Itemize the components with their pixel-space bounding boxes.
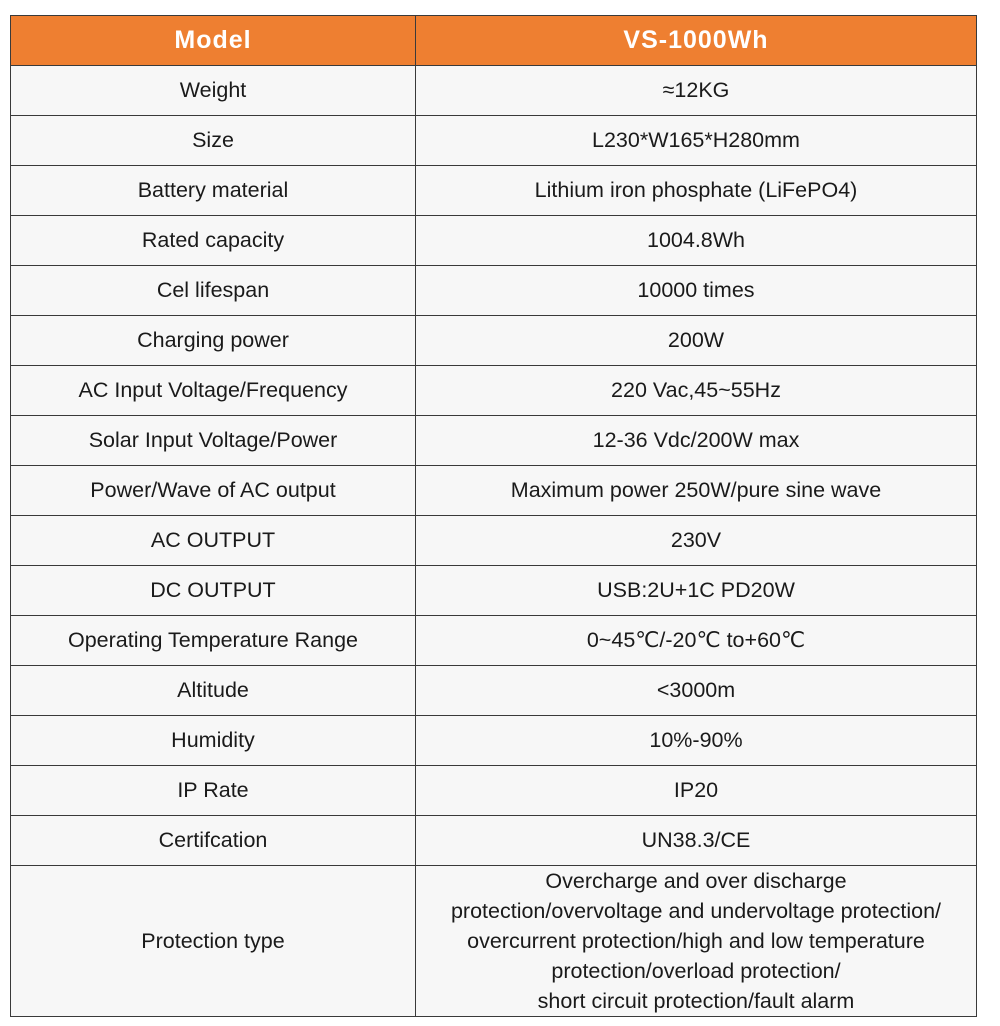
table-row (11, 116, 977, 166)
row-label: Rated capacity (11, 216, 416, 266)
table-row (11, 216, 977, 266)
row-value: USB:2U+1C PD20W (416, 566, 977, 616)
row-value: 200W (416, 316, 977, 366)
row-label: Weight (11, 66, 416, 116)
table-row (11, 266, 977, 316)
spec-table (10, 15, 977, 1017)
table-row (11, 816, 977, 866)
table-row (11, 516, 977, 566)
row-value: <3000m (416, 666, 977, 716)
row-label: Cel lifespan (11, 266, 416, 316)
table-row (11, 616, 977, 666)
row-value: Lithium iron phosphate (LiFePO4) (416, 166, 977, 216)
table-row (11, 466, 977, 516)
row-label: Size (11, 116, 416, 166)
row-label: AC Input Voltage/Frequency (11, 366, 416, 416)
row-value: Maximum power 250W/pure sine wave (416, 466, 977, 516)
table-row (11, 366, 977, 416)
header-value: VS-1000Wh (416, 16, 977, 66)
table-header-row (11, 16, 977, 66)
row-value: 1004.8Wh (416, 216, 977, 266)
row-label: IP Rate (11, 766, 416, 816)
row-label: AC OUTPUT (11, 516, 416, 566)
row-label: Altitude (11, 666, 416, 716)
header-label: Model (11, 16, 416, 66)
row-value: ≈12KG (416, 66, 977, 116)
table-row (11, 716, 977, 766)
table-row (11, 316, 977, 366)
table-row (11, 566, 977, 616)
table-row (11, 666, 977, 716)
row-label: DC OUTPUT (11, 566, 416, 616)
row-value: 230V (416, 516, 977, 566)
table-row (11, 66, 977, 116)
row-value: 12-36 Vdc/200W max (416, 416, 977, 466)
table-row (11, 416, 977, 466)
row-value: Overcharge and over discharge protection/overvoltage and undervoltage protection/ overcurrent protection/high and low temperature protection/overload protection/ short circuit protection/fault alarm (416, 866, 977, 1017)
row-value: 10%-90% (416, 716, 977, 766)
table-row (11, 166, 977, 216)
row-value: L230*W165*H280mm (416, 116, 977, 166)
table-row (11, 866, 977, 1017)
row-value: 10000 times (416, 266, 977, 316)
row-label: Solar Input Voltage/Power (11, 416, 416, 466)
row-value: 0~45℃/-20℃ to+60℃ (416, 616, 977, 666)
row-value: UN38.3/CE (416, 816, 977, 866)
row-value: IP20 (416, 766, 977, 816)
row-label: Charging power (11, 316, 416, 366)
row-label: Power/Wave of AC output (11, 466, 416, 516)
row-label: Certifcation (11, 816, 416, 866)
table-row (11, 766, 977, 816)
row-label: Protection type (11, 866, 416, 1017)
row-label: Battery material (11, 166, 416, 216)
row-label: Operating Temperature Range (11, 616, 416, 666)
row-label: Humidity (11, 716, 416, 766)
row-value: 220 Vac,45~55Hz (416, 366, 977, 416)
